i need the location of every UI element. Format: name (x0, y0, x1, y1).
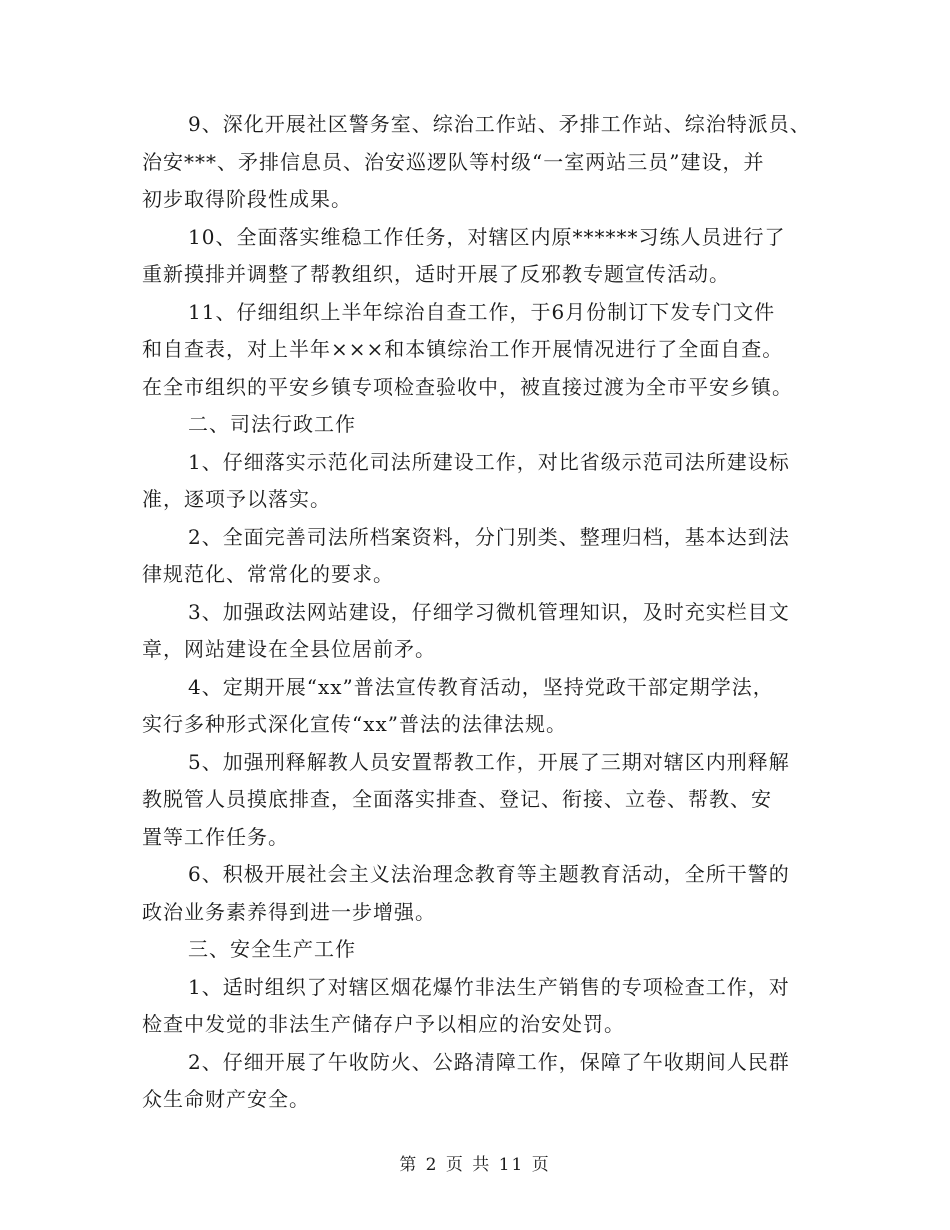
paragraph (142, 444, 822, 519)
paragraph (142, 594, 822, 669)
paragraph (142, 294, 822, 407)
section-heading-text: 三、安全生产工作 (188, 937, 356, 961)
paragraph-line: 2、仔细开展了午收防火、公路清障工作，保障了午收期间人民群 (188, 1049, 790, 1074)
paragraph (142, 969, 822, 1044)
page-footer (0, 1150, 950, 1175)
paragraph-line: 律规范化、常常化的要求。 (142, 562, 394, 586)
paragraph (142, 1044, 822, 1119)
section-heading (142, 406, 822, 444)
paragraph-line: 在全市组织的平安乡镇专项检查验收中，被直接过渡为全市平安乡镇。 (142, 374, 793, 399)
paragraph-line: 教脱管人员摸底排查，全面落实排查、登记、衔接、立卷、帮教、安 (142, 787, 772, 811)
paragraph-line: 政治业务素养得到进一步增强。 (142, 899, 436, 924)
paragraph (142, 519, 822, 594)
page-number-label: 第 2 页 共 11 页 (399, 1155, 551, 1175)
paragraph-line: 初步取得阶段性成果。 (142, 187, 352, 211)
paragraph-line: 准，逐项予以落实。 (142, 487, 331, 511)
paragraph-line: 1、适时组织了对辖区烟花爆竹非法生产销售的专项检查工作，对 (188, 974, 790, 999)
paragraph (142, 744, 822, 857)
section-heading (142, 931, 822, 969)
paragraph (142, 106, 822, 219)
paragraph-line: 10、全面落实维稳工作任务，对辖区内原******习练人员进行了 (188, 224, 786, 249)
paragraph-line: 检查中发觉的非法生产储存户予以相应的治安处罚。 (142, 1012, 625, 1036)
paragraph (142, 219, 822, 294)
paragraph (142, 856, 822, 931)
paragraph-line: 众生命财产安全。 (142, 1087, 310, 1111)
paragraph-line: 置等工作任务。 (142, 824, 289, 849)
paragraph-line: 6、积极开展社会主义法治理念教育等主题教育活动，全所干警的 (188, 862, 790, 886)
paragraph-line: 2、全面完善司法所档案资料，分门别类、整理归档，基本达到法 (188, 524, 790, 549)
paragraph-line: 11、仔细组织上半年综治自查工作，于6月份制订下发专门文件 (188, 299, 776, 324)
document-body (142, 106, 822, 1119)
paragraph-line: 治安***、矛排信息员、治安巡逻队等村级“一室两站三员”建设，并 (142, 149, 765, 174)
paragraph-line: 重新摸排并调整了帮教组织，适时开展了反邪教专题宣传活动。 (142, 262, 730, 286)
paragraph (142, 669, 822, 744)
paragraph-line: 和自查表，对上半年×××和本镇综治工作开展情况进行了全面自查。 (142, 337, 784, 361)
paragraph-line: 3、加强政法网站建设，仔细学习微机管理知识，及时充实栏目文 (188, 599, 790, 624)
paragraph-line: 实行多种形式深化宣传“xx”普法的法律法规。 (142, 712, 568, 736)
paragraph-line: 1、仔细落实示范化司法所建设工作，对比省级示范司法所建设标 (188, 449, 790, 474)
paragraph-line: 5、加强刑释解教人员安置帮教工作，开展了三期对辖区内刑释解 (188, 749, 790, 774)
paragraph-line: 章，网站建设在全县位居前矛。 (142, 637, 436, 661)
paragraph-line: 4、定期开展“xx”普法宣传教育活动，坚持党政干部定期学法， (188, 674, 774, 699)
paragraph-line: 9、深化开展社区警务室、综治工作站、矛排工作站、综治特派员、 (188, 112, 811, 136)
section-heading-text: 二、司法行政工作 (188, 412, 356, 436)
